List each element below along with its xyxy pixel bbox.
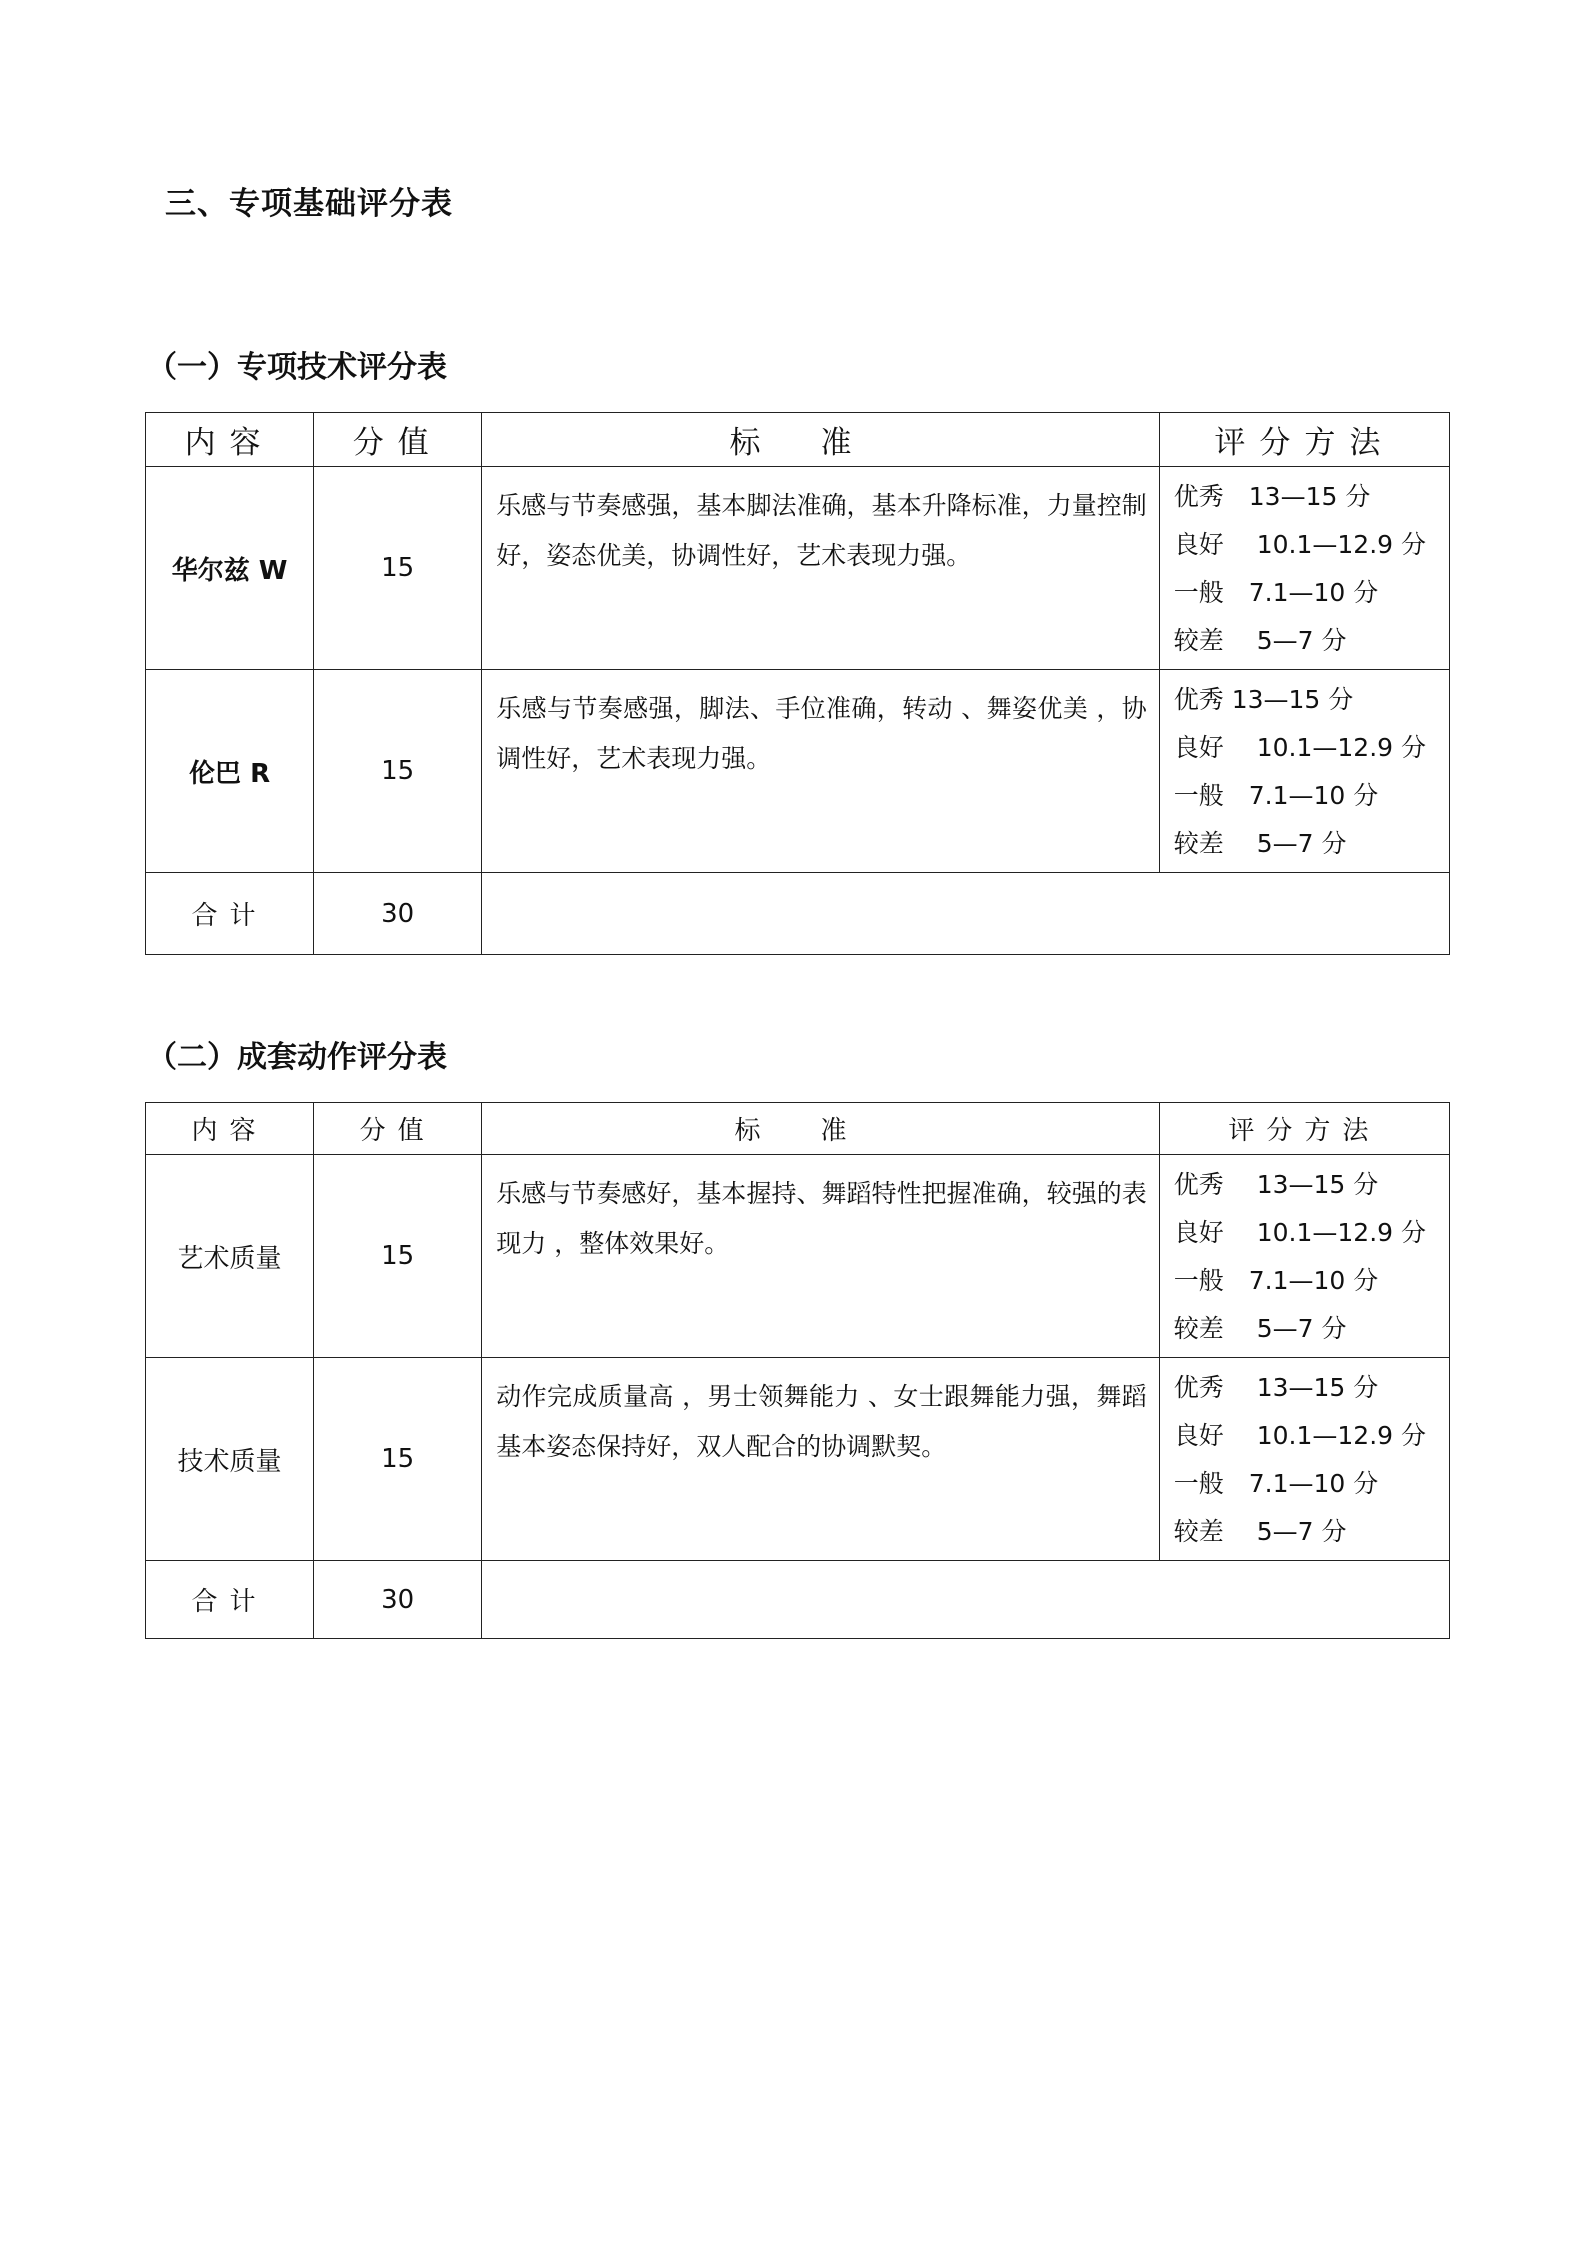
header-method: 评分方法: [1159, 413, 1449, 467]
row-standard: 动作完成质量高 ，男士领舞能力 、女士跟舞能力强，舞蹈基本姿态保持好，双人配合的协调默契。: [482, 1358, 1160, 1561]
table-header-row: [146, 413, 1450, 467]
method-average: 一般 7.1—10 分: [1173, 1469, 1379, 1498]
method-poor: 较差 5—7 分: [1173, 1314, 1347, 1343]
row-standard: 乐感与节奏感强，基本脚法准确，基本升降标准，力量控制 好，姿态优美，协调性好，艺术表现力强。: [482, 467, 1160, 670]
total-value: 30: [314, 873, 482, 955]
method-good: 良好 10.1—12.9 分: [1173, 733, 1426, 762]
row-standard: 乐感与节奏感强，脚法、手位准确，转动 、舞姿优美 ，协调性好，艺术表现力强。: [482, 670, 1160, 873]
row-name: 艺术质量: [146, 1155, 314, 1358]
row-name: 伦巴 R: [146, 670, 314, 873]
row-standard: 乐感与节奏感好，基本握持、舞蹈特性把握准确，较强的表现力 ，整体效果好。: [482, 1155, 1160, 1358]
row-name: 华尔兹 W: [146, 467, 314, 670]
row-value: 15: [314, 670, 482, 873]
row-value: 15: [314, 1358, 482, 1561]
table-row: [146, 467, 1450, 670]
table-row: [146, 1358, 1450, 1561]
table-row: [146, 670, 1450, 873]
table-header-row: [146, 1103, 1450, 1155]
method-good: 良好 10.1—12.9 分: [1173, 1218, 1426, 1247]
method-average: 一般 7.1—10 分: [1173, 781, 1379, 810]
method-poor: 较差 5—7 分: [1173, 829, 1347, 858]
total-row: [146, 873, 1450, 955]
total-value: 30: [314, 1561, 482, 1639]
method-good: 良好 10.1—12.9 分: [1173, 1421, 1426, 1450]
table1-title: （一）专项技术评分表: [147, 350, 447, 385]
header-value: 分值: [314, 1103, 482, 1155]
table-row: [146, 1155, 1450, 1358]
method-poor: 较差 5—7 分: [1173, 1517, 1347, 1546]
method-good: 良好 10.1—12.9 分: [1173, 530, 1426, 559]
total-label: 合计: [146, 1561, 314, 1639]
row-method: [1159, 467, 1449, 670]
table2-title: （二）成套动作评分表: [147, 1040, 447, 1075]
row-value: 15: [314, 1155, 482, 1358]
method-excellent: 优秀 13—15 分: [1173, 685, 1354, 714]
header-method: 评分方法: [1159, 1103, 1449, 1155]
row-method: [1159, 1155, 1449, 1358]
method-average: 一般 7.1—10 分: [1173, 578, 1379, 607]
total-empty-cell: [482, 1561, 1450, 1639]
header-standard: 标准: [482, 1103, 1160, 1155]
row-method: [1159, 1358, 1449, 1561]
row-method: [1159, 670, 1449, 873]
total-empty-cell: [482, 873, 1450, 955]
total-row: [146, 1561, 1450, 1639]
section-title: 三、专项基础评分表: [165, 186, 453, 222]
header-content: 内容: [146, 1103, 314, 1155]
header-value: 分值: [314, 413, 482, 467]
total-label: 合计: [146, 873, 314, 955]
method-average: 一般 7.1—10 分: [1173, 1266, 1379, 1295]
row-value: 15: [314, 467, 482, 670]
method-excellent: 优秀 13—15 分: [1173, 482, 1371, 511]
routine-score-table: [145, 1102, 1450, 1639]
row-name: 技术质量: [146, 1358, 314, 1561]
header-standard: 标准: [482, 413, 1160, 467]
method-poor: 较差 5—7 分: [1173, 626, 1347, 655]
method-excellent: 优秀 13—15 分: [1173, 1170, 1379, 1199]
method-excellent: 优秀 13—15 分: [1173, 1373, 1379, 1402]
header-content: 内容: [146, 413, 314, 467]
technique-score-table: [145, 412, 1450, 955]
